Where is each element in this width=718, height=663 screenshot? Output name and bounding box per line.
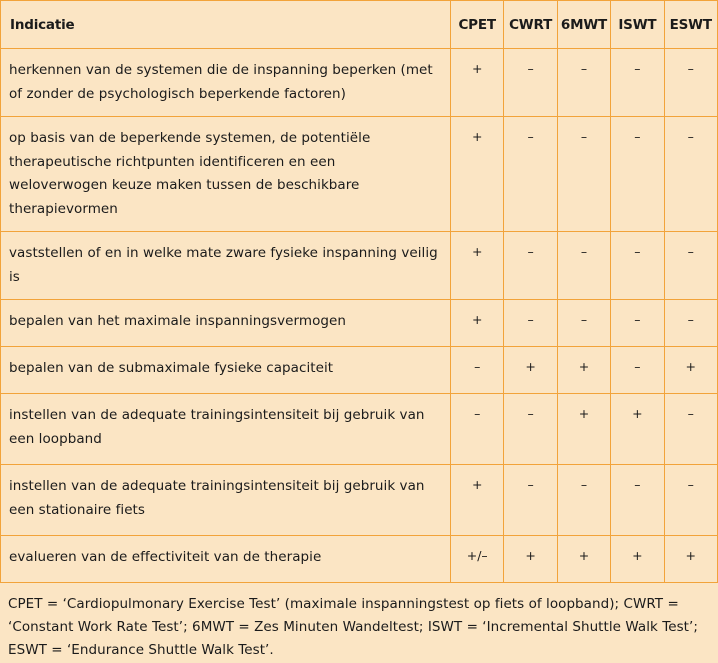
indication-cell: bepalen van de submaximale fysieke capaciteit (1, 347, 451, 394)
mark-6mwt: – (557, 49, 610, 117)
indication-cell: instellen van de adequate trainingsintensiteit bij gebruik van een loopband (1, 394, 451, 465)
mark-eswt: – (664, 394, 717, 465)
mark-iswt: – (611, 49, 664, 117)
mark-eswt: – (664, 49, 717, 117)
mark-eswt: + (664, 347, 717, 394)
mark-cpet: + (451, 49, 504, 117)
table-row (1, 394, 718, 465)
header-iswt: ISWT (611, 1, 664, 49)
mark-cpet: + (451, 117, 504, 232)
header-6mwt: 6MWT (557, 1, 610, 49)
indication-cell: vaststellen of en in welke mate zware fysieke inspanning veilig is (1, 232, 451, 300)
table-footnote: CPET = ‘Cardiopulmonary Exercise Test’ (maximale inspanningstest op fiets of loopband); CWRT = ‘Constant Work Rate Test’; 6MWT = Zes Minuten Wandeltest; ISWT = ‘Incremental Shuttle Walk Test’; ESWT = ‘Endurance Shuttle Walk Test’. (8, 596, 698, 659)
mark-iswt: – (611, 300, 664, 347)
mark-cpet: + (451, 232, 504, 300)
mark-cpet: + (451, 300, 504, 347)
mark-cpet: – (451, 347, 504, 394)
mark-cwrt: – (504, 49, 557, 117)
header-cpet: CPET (451, 1, 504, 49)
mark-cpet: – (451, 394, 504, 465)
mark-eswt: – (664, 300, 717, 347)
mark-cwrt: – (504, 300, 557, 347)
table-row (1, 465, 718, 536)
mark-6mwt: + (557, 394, 610, 465)
table-row (1, 536, 718, 583)
indication-cell: instellen van de adequate trainingsintensiteit bij gebruik van een stationaire fiets (1, 465, 451, 536)
header-eswt: ESWT (664, 1, 717, 49)
mark-eswt: – (664, 465, 717, 536)
mark-6mwt: – (557, 465, 610, 536)
table-row (1, 300, 718, 347)
mark-iswt: – (611, 117, 664, 232)
indication-cell: op basis van de beperkende systemen, de potentiële therapeutische richtpunten identificeren en een weloverwogen keuze maken tussen de beschikbare therapievormen (1, 117, 451, 232)
indication-cell: bepalen van het maximale inspanningsvermogen (1, 300, 451, 347)
mark-cpet: +/– (451, 536, 504, 583)
mark-iswt: – (611, 232, 664, 300)
table-row (1, 347, 718, 394)
header-row (1, 1, 718, 49)
mark-6mwt: + (557, 536, 610, 583)
mark-iswt: – (611, 465, 664, 536)
indication-cell: herkennen van de systemen die de inspanning beperken (met of zonder de psychologisch beperkende factoren) (1, 49, 451, 117)
header-indicatie: Indicatie (1, 1, 451, 49)
mark-6mwt: – (557, 300, 610, 347)
mark-cwrt: + (504, 347, 557, 394)
mark-iswt: – (611, 347, 664, 394)
header-cwrt: CWRT (504, 1, 557, 49)
table-row (1, 49, 718, 117)
mark-eswt: – (664, 232, 717, 300)
indication-cell: evalueren van de effectiviteit van de therapie (1, 536, 451, 583)
table-row (1, 232, 718, 300)
mark-6mwt: – (557, 232, 610, 300)
mark-cwrt: – (504, 232, 557, 300)
mark-cwrt: + (504, 536, 557, 583)
mark-iswt: + (611, 536, 664, 583)
mark-6mwt: + (557, 347, 610, 394)
mark-cwrt: – (504, 465, 557, 536)
table-row (1, 117, 718, 232)
mark-cwrt: – (504, 117, 557, 232)
mark-eswt: + (664, 536, 717, 583)
mark-cwrt: – (504, 394, 557, 465)
mark-cpet: + (451, 465, 504, 536)
mark-iswt: + (611, 394, 664, 465)
mark-6mwt: – (557, 117, 610, 232)
mark-eswt: – (664, 117, 717, 232)
